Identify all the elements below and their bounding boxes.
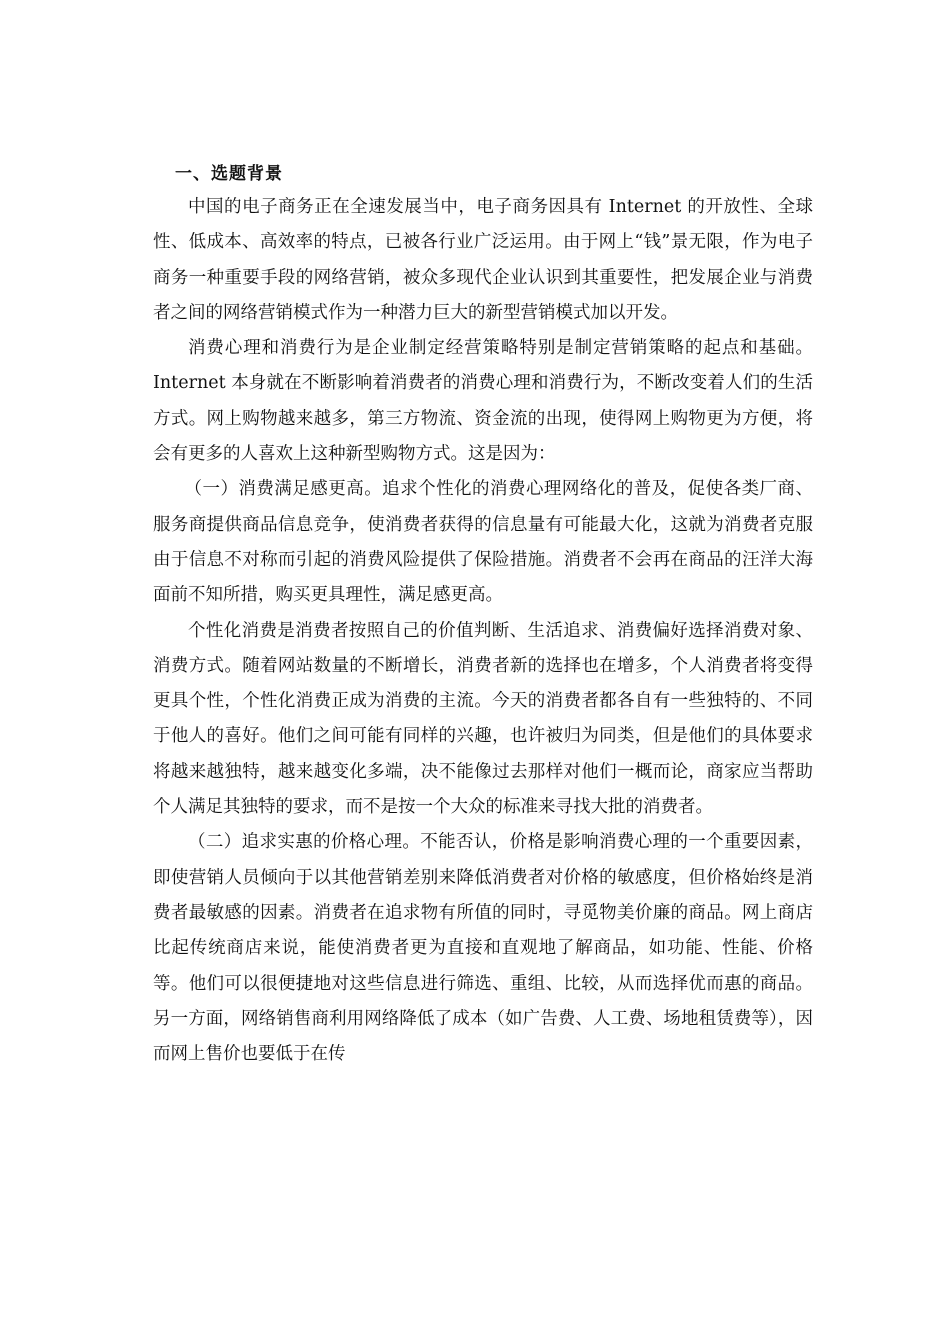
paragraph-higher-satisfaction: （一）消费满足感更高。追求个性化的消费心理网络化的普及，促使各类厂商、服务商提供商品信息竞争，使消费者获得的信息量有可能最大化，这就为消费者克服由于信息不对称而引起的消费风险提供了保险措施。消费者不会再在商品的汪洋大海面前不知所措，购买更具理性，满足感更高。 <box>153 479 813 606</box>
paragraph-price-psychology: （二）追求实惠的价格心理。不能否认，价格是影响消费心理的一个重要因素，即使营销人员倾向于以其他营销差别来降低消费者对价格的敏感度，但价格始终是消费者最敏感的因素。消费者在追求物有所值的同时，寻觅物美价廉的商品。网上商店比起传统商店来说，能使消费者更为直接和直观地了解商品，如功能、性能、价格等。他们可以很便捷地对这些信息进行筛选、重组、比较，从而选择优而惠的商品。另一方面，网络销售商利用网络降低了成本（如广告费、人工费、场地租赁费等），因而网上售价也要低于在传 <box>153 832 813 1065</box>
section-heading: 一、选题背景 <box>175 164 283 184</box>
document-body <box>153 158 813 1072</box>
paragraph-ecommerce-background: 中国的电子商务正在全速发展当中，电子商务因具有 Internet 的开放性、全球性、低成本、高效率的特点，已被各行业广泛运用。由于网上“钱”景无限，作为电子商务一种重要手段的网络营销，被众多现代企业认识到其重要性，把发展企业与消费者之间的网络营销模式作为一种潜力巨大的新型营销模式加以开发。 <box>153 197 813 323</box>
paragraph-consumer-psychology: 消费心理和消费行为是企业制定经营策略特别是制定营销策略的起点和基础。Internet 本身就在不断影响着消费者的消费心理和消费行为，不断改变着人们的生活方式。网上购物越来越多，第三方物流、资金流的出现，使得网上购物更为方便，将会有更多的人喜欢上这种新型购物方式。这是因为： <box>153 338 813 465</box>
paragraph-personalized-consumption: 个性化消费是消费者按照自己的价值判断、生活追求、消费偏好选择消费对象、消费方式。随着网站数量的不断增长，消费者新的选择也在增多，个人消费者将变得更具个性，个性化消费正成为消费的主流。今天的消费者都各自有一些独特的、不同于他人的喜好。他们之间可能有同样的兴趣，也许被归为同类，但是他们的具体要求将越来越独特，越来越变化多端，决不能像过去那样对他们一概而论，商家应当帮助个人满足其独特的要求，而不是按一个大众的标准来寻找大批的消费者。 <box>153 620 813 818</box>
